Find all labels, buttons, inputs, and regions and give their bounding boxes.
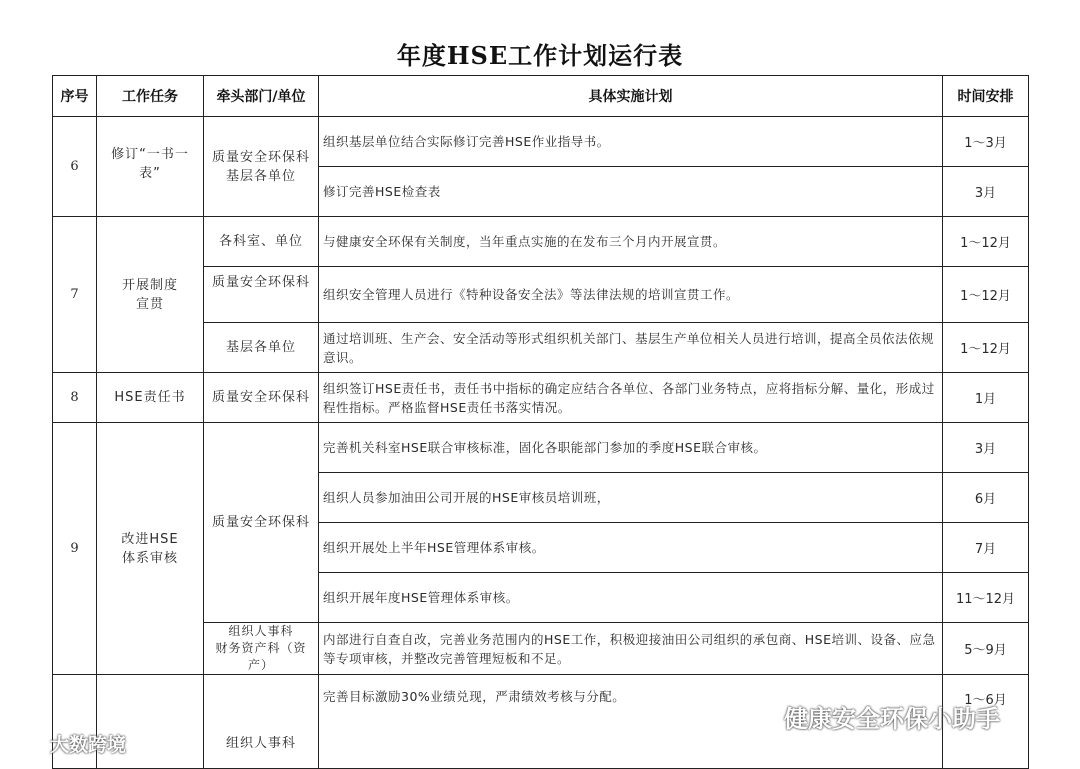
dept-cell: 质量安全环保科 <box>204 423 319 623</box>
table-row <box>53 117 1029 167</box>
plan-cell: 内部进行自查自改，完善业务范围内的HSE工作，积极迎接油田公司组织的承包商、HSE培训、设备、应急等专项审核，并整改完善管理短板和不足。 <box>319 623 943 675</box>
header-no: 序号 <box>53 76 97 117</box>
time-cell: 3月 <box>943 423 1029 473</box>
watermark-left <box>8 728 126 758</box>
time-cell: 1～6月 <box>943 675 1029 769</box>
watermark-right <box>742 698 1000 734</box>
time-cell: 1～12月 <box>943 217 1029 267</box>
time-cell: 7月 <box>943 523 1029 573</box>
row-number: 9 <box>53 423 97 675</box>
weibo-logo-icon <box>8 732 46 754</box>
row-number: 8 <box>53 373 97 423</box>
plan-cell: 通过培训班、生产会、安全活动等形式组织机关部门、基层生产单位相关人员进行培训，提高全员依法依规意识。 <box>319 323 943 373</box>
dept-cell: 基层各单位 <box>204 323 319 373</box>
dept-cell: 组织人事科 财务资产科（资产） <box>204 623 319 675</box>
page-title: 年度HSE工作计划运行表 <box>396 41 684 70</box>
dept-cell: 各科室、单位 <box>204 217 319 267</box>
time-cell: 1～3月 <box>943 117 1029 167</box>
plan-cell: 组织开展处上半年HSE管理体系审核。 <box>319 523 943 573</box>
table-row <box>53 373 1029 423</box>
task-cell: 改进HSE 体系审核 <box>97 423 204 675</box>
table-row <box>53 423 1029 473</box>
plan-cell: 完善目标激励30%业绩兑现，严肃绩效考核与分配。 <box>319 675 943 769</box>
task-cell: 开展制度宣贯 <box>97 217 204 373</box>
wechat-logo-icon <box>742 701 776 731</box>
plan-cell: 组织基层单位结合实际修订完善HSE作业指导书。 <box>319 117 943 167</box>
plan-cell: 完善机关科室HSE联合审核标准，固化各职能部门参加的季度HSE联合审核。 <box>319 423 943 473</box>
plan-cell: 组织安全管理人员进行《特种设备安全法》等法律法规的培训宣贯工作。 <box>319 267 943 323</box>
hse-plan-table <box>52 75 1029 769</box>
time-cell: 5～9月 <box>943 623 1029 675</box>
watermark-right-text: 健康安全环保小助手 <box>784 704 1000 733</box>
time-cell: 3月 <box>943 167 1029 217</box>
header-time: 时间安排 <box>943 76 1029 117</box>
time-cell: 1～12月 <box>943 267 1029 323</box>
plan-cell: 与健康安全环保有关制度，当年重点实施的在发布三个月内开展宣贯。 <box>319 217 943 267</box>
task-cell: 修订“一书一表” <box>97 117 204 217</box>
plan-cell: 组织签订HSE责任书，责任书中指标的确定应结合各单位、各部门业务特点，应将指标分解、量化，形成过程性指标。严格监督HSE责任书落实情况。 <box>319 373 943 423</box>
header-plan: 具体实施计划 <box>319 76 943 117</box>
time-cell: 11～12月 <box>943 573 1029 623</box>
row-number: 7 <box>53 217 97 373</box>
time-cell: 6月 <box>943 473 1029 523</box>
plan-cell: 组织人员参加油田公司开展的HSE审核员培训班， <box>319 473 943 523</box>
table-row <box>53 217 1029 267</box>
table-header-row <box>53 76 1029 117</box>
dept-cell: 组织人事科 <box>204 675 319 769</box>
dept-cell: 质量安全环保科 基层各单位 <box>204 117 319 217</box>
plan-cell: 修订完善HSE检查表 <box>319 167 943 217</box>
time-cell: 1月 <box>943 373 1029 423</box>
dept-cell: 质量安全环保科 <box>204 267 319 323</box>
time-cell: 1～12月 <box>943 323 1029 373</box>
task-cell: HSE责任书 <box>97 373 204 423</box>
header-task: 工作任务 <box>97 76 204 117</box>
row-number: 6 <box>53 117 97 217</box>
dept-cell: 质量安全环保科 <box>204 373 319 423</box>
watermark-left-text: 大数跨境 <box>50 733 127 756</box>
plan-cell: 组织开展年度HSE管理体系审核。 <box>319 573 943 623</box>
header-dept: 牵头部门/单位 <box>204 76 319 117</box>
